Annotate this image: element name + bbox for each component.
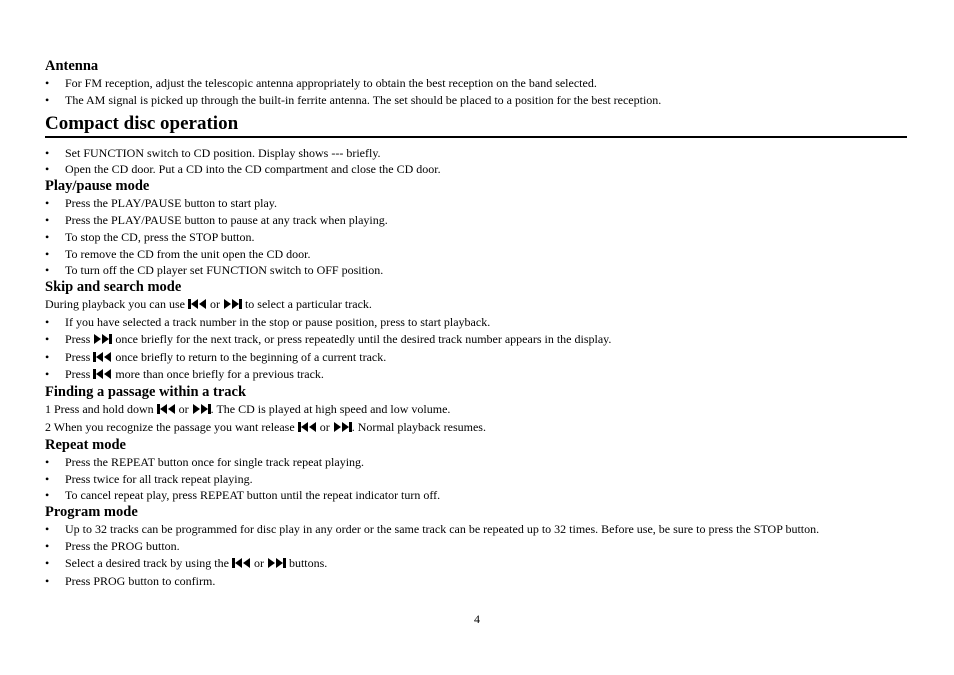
list-item: • If you have selected a track number in the stop or pause position, press to start playback.: [45, 314, 907, 331]
list-item: • Press the PROG button.: [45, 538, 907, 555]
list-item: • The AM signal is picked up through the built-in ferrite antenna. The set should be placed to a position for the best reception.: [45, 92, 907, 109]
list-item: • To remove the CD from the unit open the CD door.: [45, 246, 907, 263]
list-item: • To cancel repeat play, press REPEAT button until the repeat indicator turn off.: [45, 487, 907, 504]
list-item: • To turn off the CD player set FUNCTION switch to OFF position.: [45, 262, 907, 279]
manual-page: [45, 58, 907, 589]
skip-forward-icon: [267, 556, 286, 573]
list-item: • Up to 32 tracks can be programmed for disc play in any order or the same track can be repeated up to 32 times. Before use, be sure to press the STOP button.: [45, 521, 907, 538]
list-item: • For FM reception, adjust the telescopic antenna appropriately to obtain the best reception on the band selected.: [45, 75, 907, 92]
finding-heading: Finding a passage within a track: [45, 384, 247, 401]
skip-back-icon: [157, 402, 176, 419]
cd-list: [45, 145, 907, 179]
skip-forward-icon: [93, 332, 112, 349]
play-pause-list: [45, 195, 907, 279]
program-heading: Program mode: [45, 504, 138, 521]
list-item: • Press the PLAY/PAUSE button to pause at any track when playing.: [45, 212, 907, 229]
program-list: [45, 521, 907, 589]
repeat-heading: Repeat mode: [45, 436, 126, 453]
skip-intro: During playback you can use or to select a particular track.: [45, 296, 907, 314]
list-item: • Open the CD door. Put a CD into the CD compartment and close the CD door.: [45, 161, 907, 178]
antenna-heading: Antenna: [45, 58, 99, 74]
skip-forward-icon: [333, 420, 352, 437]
list-item: • Select a desired track by using the or buttons.: [45, 555, 907, 573]
list-item: • To stop the CD, press the STOP button.: [45, 229, 907, 246]
skip-back-icon: [298, 420, 317, 437]
page-number: 4: [474, 612, 480, 626]
repeat-list: [45, 454, 907, 504]
list-item: • Set FUNCTION switch to CD position. Display shows --- briefly.: [45, 145, 907, 162]
finding-line-2: 2 When you recognize the passage you want release or . Normal playback resumes.: [45, 419, 907, 437]
list-item: • Press PROG button to confirm.: [45, 573, 907, 590]
skip-back-icon: [93, 350, 112, 367]
skip-back-icon: [188, 297, 207, 314]
skip-back-icon: [93, 367, 112, 384]
finding-line-1: 1 Press and hold down or . The CD is played at high speed and low volume.: [45, 401, 907, 419]
list-item: • Press more than once briefly for a previous track.: [45, 366, 907, 384]
skip-forward-icon: [192, 402, 211, 419]
list-item: • Press the REPEAT button once for single track repeat playing.: [45, 454, 907, 471]
skip-heading: Skip and search mode: [45, 279, 182, 296]
skip-forward-icon: [223, 297, 242, 314]
antenna-list: [45, 75, 907, 109]
list-item: • Press once briefly to return to the beginning of a current track.: [45, 349, 907, 367]
skip-back-icon: [232, 556, 251, 573]
skip-list: [45, 314, 907, 384]
section-title: Compact disc operation: [45, 113, 907, 138]
list-item: • Press once briefly for the next track, or press repeatedly until the desired track number appears in the display.: [45, 331, 907, 349]
play-pause-heading: Play/pause mode: [45, 178, 150, 195]
list-item: • Press the PLAY/PAUSE button to start play.: [45, 195, 907, 212]
list-item: • Press twice for all track repeat playing.: [45, 471, 907, 488]
